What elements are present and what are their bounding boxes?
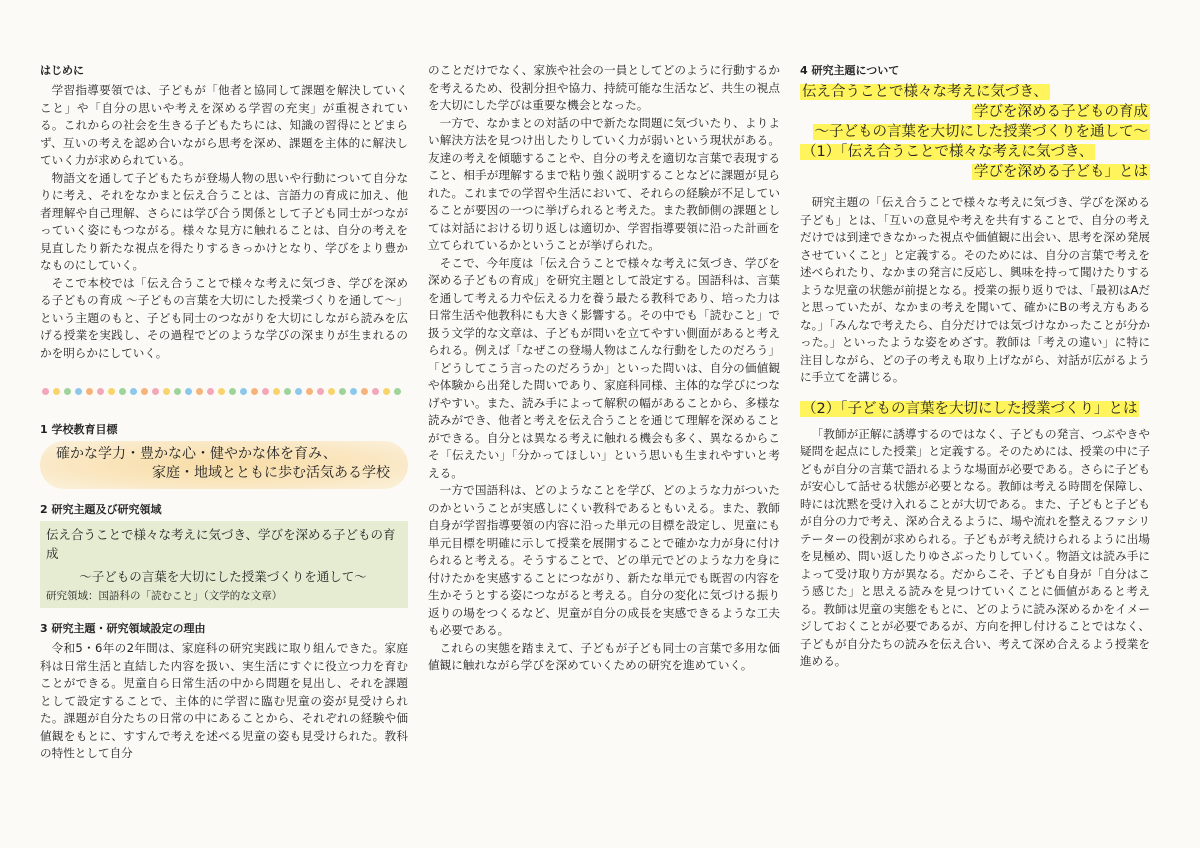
intro-paragraph-2: 物語文を通して子どもたちが登場人物の思いや行動について自分なりに考え、それをなかまと伝え合うことは、言語力の育成に加え、他者理解や自己理解、さらには学び合う関係として子ども同士がつながっていく姿にもつながる。様々な見方に触れることは、自分の考えを見直したり新たな視点を得たりするきっかけとなり、学びをより豊かなものにしていく。 xyxy=(40,170,408,272)
divider-dot xyxy=(86,388,93,395)
divider-dot xyxy=(262,388,269,395)
column-3 xyxy=(800,62,1150,671)
divider-dot xyxy=(295,388,302,395)
title-line-2: 学びを深める子どもの育成 xyxy=(974,104,1148,120)
divider-dot xyxy=(75,388,82,395)
divider-dot xyxy=(42,388,49,395)
title-line-1: 伝え合うことで様々な考えに気づき、 xyxy=(802,84,1048,100)
divider-dot xyxy=(306,388,313,395)
school-goal-line-1: 確かな学力・豊かな心・健やかな体を育み、 xyxy=(56,446,337,462)
divider-dot xyxy=(350,388,357,395)
section1-heading: 1 学校教育目標 xyxy=(40,423,118,436)
divider-dot xyxy=(207,388,214,395)
divider-dot xyxy=(284,388,291,395)
divider-dot xyxy=(64,388,71,395)
divider-dot xyxy=(185,388,192,395)
section2-heading: 2 研究主題及び研究領域 xyxy=(40,503,162,516)
section3-heading: 3 研究主題・研究領域設定の理由 xyxy=(40,622,206,635)
subsection1-paragraph: 研究主題の「伝え合うことで様々な考えに気づき、学びを深める子ども」とは、「互いの意見や考えを共有することで、自分の考えだけでは到達できなかった視点や価値観に出会い、思考を深め発展させていくこと」と定義する。そのためには、自分の言葉で考えを述べられたり、なかまの発言に反応し、興味を持って聞けたりするような児童の状態が前提となる。授業の振り返りでは、「最初はAだと思っていたが、なかまの考えを聞いて、確かにBの考え方もあるな。」「みんなで考えたら、自分だけでは気づけなかったことが分かった。」といったような姿をめざす。教師は「考えの違い」に特に注目しながら、どの子の考えも取り上げながら、対話が広がるように手立てを講じる。 xyxy=(800,195,1150,384)
divider-dot xyxy=(218,388,225,395)
col2-paragraph-5: これらの実態を踏まえて、子どもが子ども同士の言葉で多用な価値観に触れながら学びを深めていくための研究を進めていく。 xyxy=(428,640,780,672)
school-goal-box xyxy=(40,441,408,489)
research-theme-line-2: ～子どもの言葉を大切にした授業づくりを通して～ xyxy=(79,569,367,584)
divider-dot xyxy=(317,388,324,395)
divider-dot xyxy=(229,388,236,395)
research-domain: 研究領域：国語科の「読むこと」（文学的な文章） xyxy=(46,590,283,602)
divider-dot xyxy=(163,388,170,395)
divider-dot xyxy=(328,388,335,395)
subsection2-paragraph: 「教師が正解に誘導するのではなく、子どもの発言、つぶやきや疑問を起点にした授業」と定義する。そのためには、授業の中に子どもが自分の言葉で語れるような場面が必要である。さらに子どもが安心して話せる状態が必要となる。教師は考える時間を保障し、時には沈黙を受け入れることが大切である。また、子どもと子どもが自分の力で考え、深め合えるように、場や流れを整えるファシリテーターの役割が求められる。子どもが考え続けられるように出場を見極め、問い返したりゆさぶったりしていく。物語文は読み手によって受け取り方が異なる。だからこそ、子ども自身が「自分はこう感じた」と思える読みを見つけていくことに価値があると考える。教師は児童の実態をもとに、どのように読み深めるかをイメージしておくことが必要であるが、方向を押し付けることではなく、子どもが自分たちの読みを伝え合い、考えて深め合えるよう授業を進める。 xyxy=(800,426,1150,668)
section4-heading: 4 研究主題について xyxy=(800,64,900,77)
divider-dot xyxy=(174,388,181,395)
intro-heading: はじめに xyxy=(40,64,84,77)
divider-dot xyxy=(394,388,401,395)
divider-dot xyxy=(119,388,126,395)
section3-paragraph: 令和5・6年の2年間は、家庭科の研究実践に取り組んできた。家庭科は日常生活と直結した内容を扱い、実生活にすぐに役立つ力を育むことができる。児童自ら日常生活の中から問題を見出し、それを課題として設定することで、主体的に学習に臨む児童の姿が見受けられた。課題が自分たちの日常の中にあることから、それぞれの経験や価値観をもとに、すすんで考えを述べる児童の姿も見受けられた。教科の特性として自分 xyxy=(40,641,408,760)
column-2 xyxy=(428,62,780,675)
divider-dot xyxy=(196,388,203,395)
divider-dot xyxy=(53,388,60,395)
divider-dot xyxy=(141,388,148,395)
divider-dot xyxy=(130,388,137,395)
research-theme-line-1: 伝え合うことで様々な考えに気づき、学びを深める子どもの育成 xyxy=(46,527,396,561)
dot-divider xyxy=(42,388,408,395)
divider-dot xyxy=(383,388,390,395)
col2-paragraph-1: のことだけでなく、家族や社会の一員としてどのように行動するかを考えるため、役割分担や協力、持続可能な生活など、共生の視点を大切にした学びは重要な機会となった。 xyxy=(428,63,780,112)
title-line-3: ～子どもの言葉を大切にした授業づくりを通して～ xyxy=(814,124,1148,140)
research-theme-box xyxy=(40,521,408,608)
col2-paragraph-2: 一方で、なかまとの対話の中で新たな問題に気づいたり、よりよい解決方法を見つけ出したりしていく力が弱いという現状がある。友達の考えを傾聴することや、自分の考えを適切な言葉で表現すること、相手が理解するまで粘り強く説明することなどに課題が見られた。これまでの学習や生活において、それらの経験が不足していることが要因の一つに挙げられると考えた。また教師側の課題としては対話における切り返しは適切か、学習指導要領に沿った計画を立てられているかということが挙げられた。 xyxy=(428,115,780,252)
divider-dot xyxy=(251,388,258,395)
divider-dot xyxy=(240,388,247,395)
divider-dot xyxy=(273,388,280,395)
school-goal-line-2: 家庭・地域とともに歩む活気ある学校 xyxy=(152,465,390,481)
divider-dot xyxy=(361,388,368,395)
divider-dot xyxy=(108,388,115,395)
subtitle1-line-1: （1）「伝え合うことで様々な考えに気づき、 xyxy=(802,144,1094,160)
divider-dot xyxy=(97,388,104,395)
col2-paragraph-4: 一方で国語科は、どのようなことを学び、どのような力がついたのかということが実感しにくい教科であるともいえる。また、教師自身が学習指導要領の内容に沿った単元の目標を設定し、児童にも単元目標を明確に示して授業を展開することで確かな力が身に付けられると考える。そうすることで、どの単元でどのような力を身に付けたかを実感することにつながり、新たな単元でも既習の内容を生かそうとする姿につながると考える。自分の変化に気づける振り返りの場をつくるなど、児童が自分の成長を実感できるような工夫も必要である。 xyxy=(428,483,780,637)
col2-paragraph-3: そこで、今年度は「伝え合うことで様々な考えに気づき、学びを深める子どもの育成」を研究主題として設定する。国語科は、言葉を通して考える力や伝える力を養う最たる教科であり、培った力は日常生活や他教科にも大きく影響する。その中でも「読むこと」で扱う文学的な文章は、子どもが問いを立てやすい側面があると考えられる。例えば「なぜこの登場人物はこんな行動をしたのだろう」「どうしてこう言ったのだろうか」といった問いは、自分の価値観や体験から出発した問いであり、家庭科同様、主体的な学びにつなげやすい。また、読み手によって解釈の幅があることから、多様な読みができ、他者と考えを伝え合うことを通じて理解を深めることができる。自分とは異なる考えに触れる機会も多く、異なるからこそ「伝えたい」「分かってほしい」という思いも生まれやすいと考える。 xyxy=(428,255,780,480)
intro-paragraph-3: そこで本校では「伝え合うことで様々な考えに気づき、学びを深める子どもの育成 ～子どもの言葉を大切にした授業づくりを通して～」という主題のもと、子ども同士のつながりを大切にしながら読みを広げる授業を実践し、その過程でどのような学びの深まりが生まれるのかを明らかにしていく。 xyxy=(40,275,408,360)
subtitle1-line-2: 学びを深める子ども」とは xyxy=(974,164,1148,180)
column-1 xyxy=(40,62,408,763)
divider-dot xyxy=(339,388,346,395)
research-title xyxy=(800,82,1150,182)
subsection2-heading: （2）「子どもの言葉を大切にした授業づくり」とは xyxy=(802,400,1138,417)
intro-paragraph-1: 学習指導要領では、子どもが「他者と協同して課題を解決していくこと」や「自分の思いや考えを深める学習の充実」が重視されている。これからの社会を生きる子どもたちには、知識の習得にとどまらず、互いの考えを認め合いながら思考を深め、課題を主体的に解決していく力が求められている。 xyxy=(40,83,408,167)
divider-dot xyxy=(372,388,379,395)
divider-dot xyxy=(152,388,159,395)
